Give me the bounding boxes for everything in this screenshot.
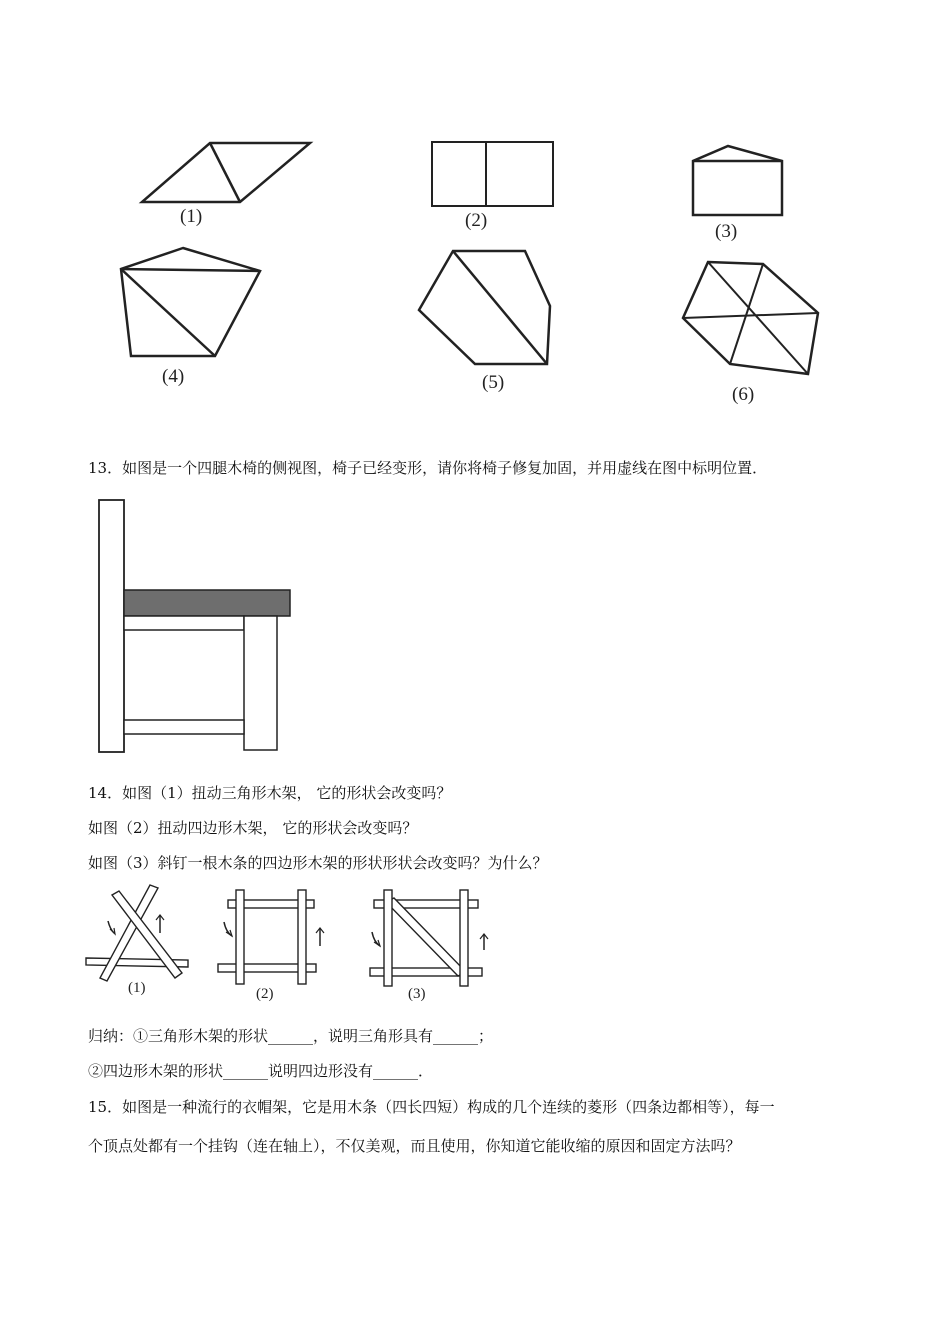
shape-5-label: (5): [482, 372, 505, 393]
shape-5-hexagon-diagonal: [415, 248, 555, 368]
question-15-line-2: 个顶点处都有一个挂钩（连在轴上），不仅美观，而且使用，你知道它能收缩的原因和固定方法吗？: [88, 1137, 741, 1155]
shape-6-hexagon-center-fan: [680, 258, 822, 378]
question-14-line-2: 如图（2）扭动四边形木架， 它的形状会改变吗？: [88, 819, 418, 837]
shape-6-label: (6): [732, 384, 755, 405]
question-15-line-1: 15．如图是一种流行的衣帽架，它是用木条（四长四短）构成的几个连续的菱形（四条边都相等），每一: [88, 1098, 775, 1116]
shape-4-pentagon-diagonals: [115, 245, 265, 360]
shape-1-rhombus-diagonal: [138, 138, 313, 208]
triangle-wood-frame: [84, 883, 194, 985]
shape-1-label: (1): [180, 206, 203, 227]
frame-3-label: (3): [408, 986, 426, 1002]
summary-line-2: ②四边形木架的形状______说明四边形没有______．: [88, 1062, 434, 1080]
shape-2-label: (2): [465, 210, 488, 231]
question-14-line-3: 如图（3）斜钉一根木条的四边形木架的形状形状会改变吗？为什么？: [88, 854, 548, 872]
frame-1-label: (1): [128, 980, 146, 996]
question-13-text: 13．如图是一个四腿木椅的侧视图，椅子已经变形，请你将椅子修复加固，并用虚线在图中标明位置．: [88, 459, 768, 477]
question-14-line-1: 14．如图（1）扭动三角形木架， 它的形状会改变吗？: [88, 784, 452, 802]
chair-side-view: [96, 496, 296, 758]
frame-2-label: (2): [256, 986, 274, 1002]
summary-line-1: 归纳：①三角形木架的形状______，说明三角形具有______；: [88, 1027, 494, 1045]
square-wood-frame: [214, 888, 324, 988]
shape-3-label: (3): [715, 221, 738, 242]
shape-3-house-pentagon: [690, 143, 788, 219]
shape-4-label: (4): [162, 366, 185, 387]
shape-2-rectangle-split: [430, 140, 556, 210]
braced-square-wood-frame: [366, 888, 496, 988]
